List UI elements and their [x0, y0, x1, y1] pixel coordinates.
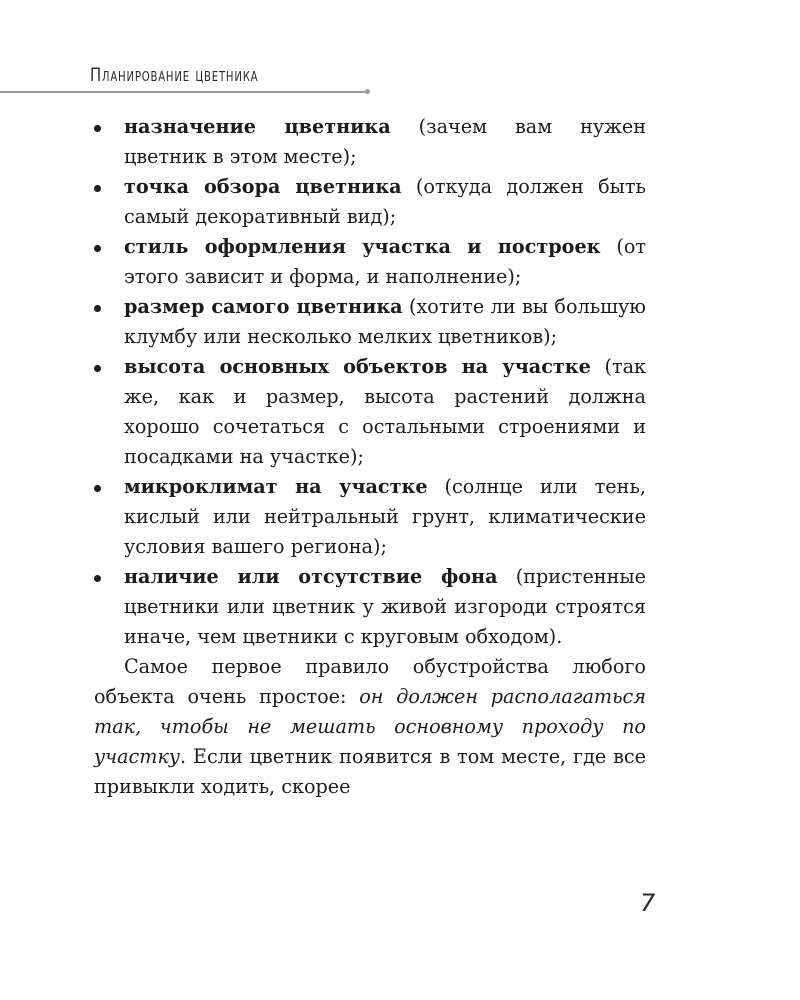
header-rule	[0, 91, 368, 93]
list-item-term: размер самого цветника	[124, 295, 403, 318]
list-item-text: (солнце или тень, кислый или нейтральный грунт, климатические условия вашего региона);	[124, 475, 647, 558]
header-rule-dot	[365, 89, 370, 94]
list-item-term: наличие или отсутствие фона	[124, 565, 498, 588]
list-item	[94, 472, 646, 562]
paragraph-text: Самое первое правило обустройства любого объекта очень простое:	[94, 655, 646, 708]
page-number: 7	[640, 889, 656, 917]
list-item-term: точка обзора цветника	[124, 175, 402, 198]
paragraph-emphasis: он должен располагаться так, чтобы не мешать основному проходу по участку	[94, 685, 646, 768]
list-item-term: микроклимат на участке	[124, 475, 428, 498]
bullet-dot-icon	[94, 485, 101, 492]
bullet-dot-icon	[94, 245, 101, 252]
list-item-text: (хотите ли вы большую клумбу или несколько мелких цветников);	[124, 295, 646, 348]
list-item-text: (так же, как и размер, высота растений должна хорошо сочетаться с остальными строениями и посадками на участке);	[124, 355, 647, 468]
list-item	[94, 352, 646, 472]
list-item-term: назначение цветника	[124, 115, 391, 138]
list-item-text: (зачем вам нужен цветник в этом месте);	[124, 115, 647, 168]
list-item	[94, 562, 646, 652]
criteria-list	[94, 112, 646, 652]
list-item	[94, 112, 646, 172]
list-item-text: (откуда должен быть самый декоративный вид);	[124, 175, 646, 228]
list-item-text: (пристенные цветники или цветник у живой изгороди строятся иначе, чем цветники с круговым обходом).	[124, 565, 646, 648]
paragraph-text-continued: . Если цветник появится в том месте, где все привыкли ходить, скорее	[94, 745, 646, 798]
body-paragraph	[94, 652, 646, 802]
list-item-term: высота основных объектов на участке	[124, 355, 591, 378]
bullet-dot-icon	[94, 575, 101, 582]
bullet-dot-icon	[94, 365, 101, 372]
list-item-text: (от этого зависит и форма, и наполнение);	[124, 235, 646, 288]
page-body	[94, 112, 646, 802]
list-item-term: стиль оформления участка и построек	[124, 235, 601, 258]
bullet-dot-icon	[94, 305, 101, 312]
bullet-dot-icon	[94, 185, 101, 192]
list-item	[94, 292, 646, 352]
bullet-dot-icon	[94, 125, 101, 132]
running-header: Планирование цветника	[90, 64, 259, 86]
list-item	[94, 172, 646, 232]
list-item	[94, 232, 646, 292]
